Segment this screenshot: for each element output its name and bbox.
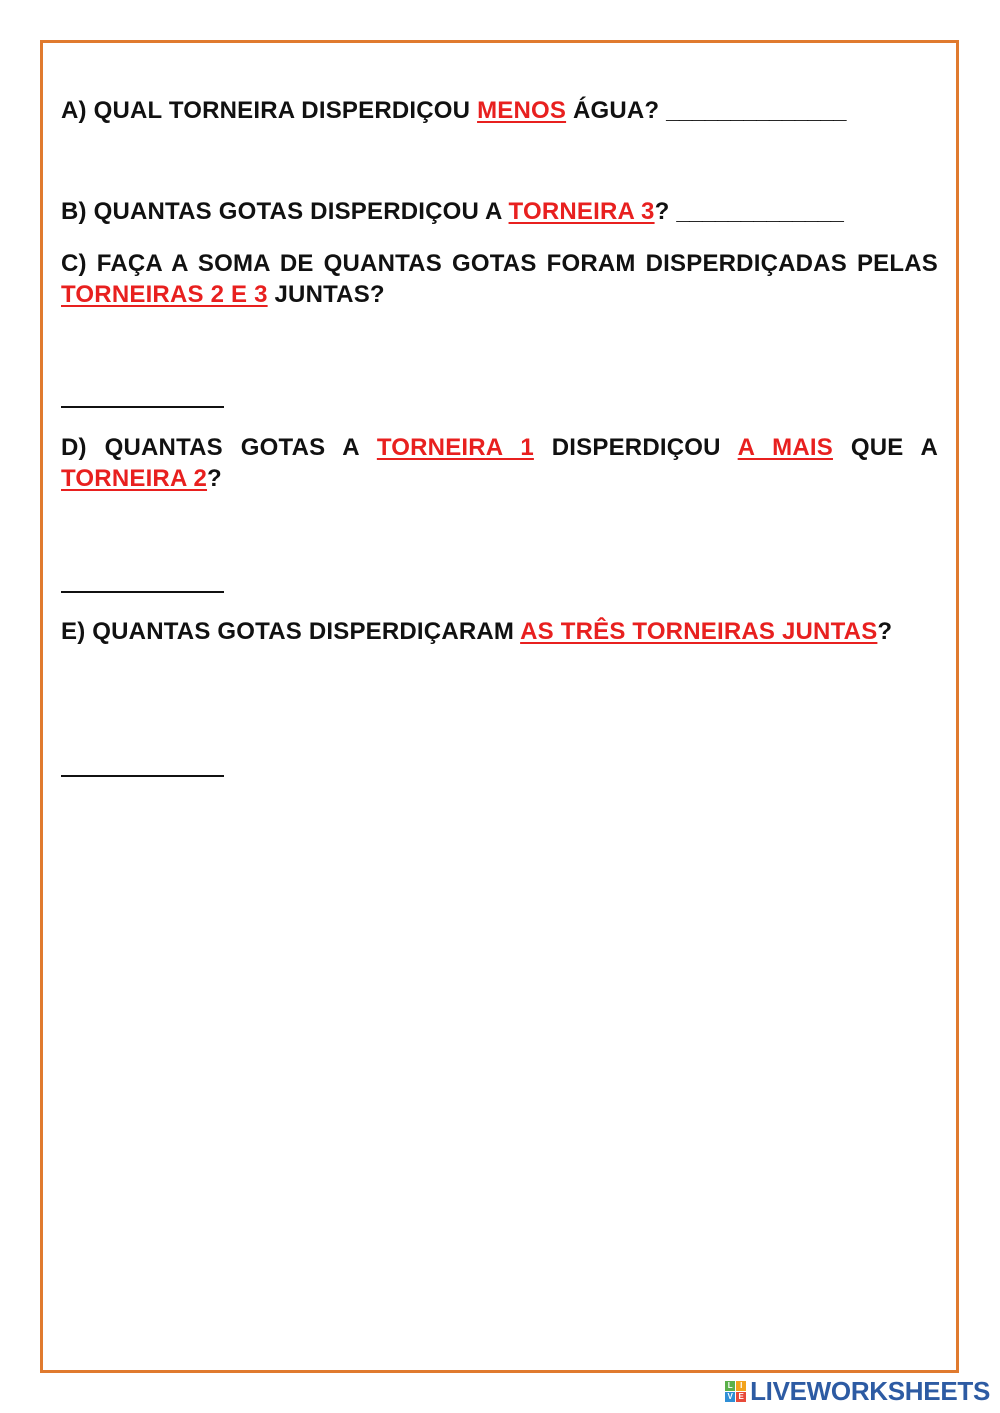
answer-line-e[interactable] <box>61 775 224 777</box>
question-d-highlight-1: TORNEIRA 1 <box>376 434 534 461</box>
logo-letter-v: V <box>725 1392 735 1402</box>
question-d-highlight-3: TORNEIRA 2 <box>61 465 208 492</box>
worksheet-frame <box>40 40 959 1373</box>
question-b-highlight: TORNEIRA 3 <box>508 198 655 225</box>
question-a-prefix: A) QUAL TORNEIRA DISPERDIÇOU <box>61 97 478 124</box>
question-a-suffix: ÁGUA? <box>566 97 667 124</box>
question-b <box>61 196 938 227</box>
answer-blank-b[interactable]: _____________ <box>676 198 844 225</box>
brand-name: LIVEWORKSHEETS <box>750 1376 990 1406</box>
question-d-prefix: D) QUANTAS GOTAS A <box>61 434 377 461</box>
answer-line-c[interactable] <box>61 406 224 408</box>
answer-line-d[interactable] <box>61 591 224 593</box>
question-b-prefix: B) QUANTAS GOTAS DISPERDIÇOU A <box>61 198 509 225</box>
answer-blank-a[interactable]: ______________ <box>666 97 847 124</box>
question-a-highlight: MENOS <box>477 97 567 124</box>
question-e-highlight: AS TRÊS TORNEIRAS JUNTAS <box>520 618 878 645</box>
logo-letter-l: L <box>725 1381 735 1391</box>
question-e <box>61 616 938 647</box>
question-c-prefix: C) FAÇA A SOMA DE QUANTAS GOTAS FORAM DISPERDIÇADAS PELAS <box>61 250 938 277</box>
question-d-middle-2: QUE A <box>832 434 938 461</box>
liveworksheets-brand <box>725 1376 990 1407</box>
question-c-highlight: TORNEIRAS 2 E 3 <box>61 281 268 308</box>
question-d-highlight-2: A MAIS <box>737 434 833 461</box>
question-c-suffix: JUNTAS? <box>267 281 385 308</box>
question-e-suffix: ? <box>877 618 893 645</box>
question-d <box>61 432 938 494</box>
question-b-suffix: ? <box>654 198 677 225</box>
question-c <box>61 248 938 310</box>
question-e-prefix: E) QUANTAS GOTAS DISPERDIÇARAM <box>61 618 521 645</box>
question-a <box>61 95 938 126</box>
question-d-middle: DISPERDIÇOU <box>533 434 738 461</box>
logo-letter-e: E <box>736 1392 746 1402</box>
liveworksheets-logo-icon <box>725 1381 746 1402</box>
question-d-suffix: ? <box>207 465 222 492</box>
logo-letter-i: I <box>736 1381 746 1391</box>
